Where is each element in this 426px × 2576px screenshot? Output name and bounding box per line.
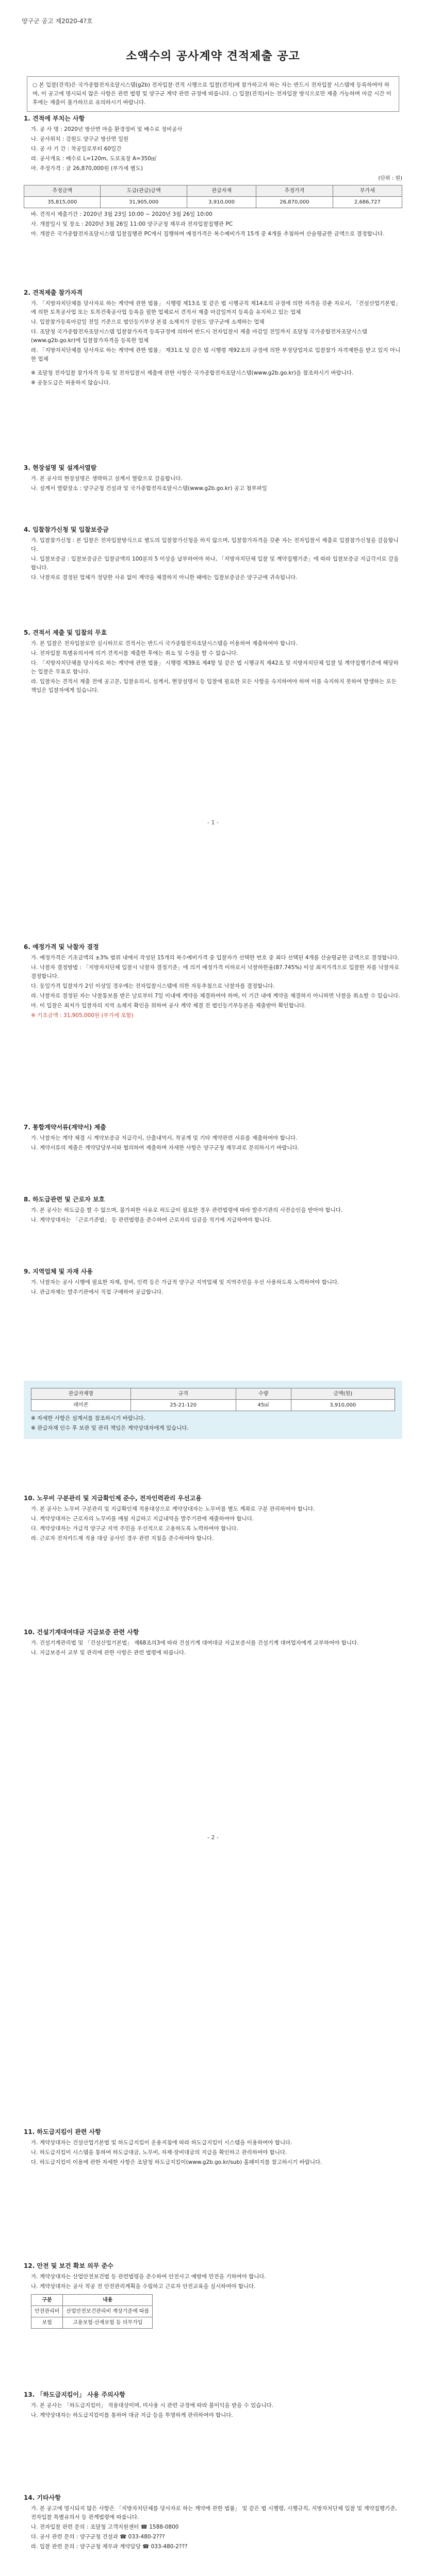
list-item: 가. 공 사 명 : 2020년 방산면 마을 환경정비 및 배수로 정비공사 (31, 126, 183, 132)
table-header: 수량 (236, 1388, 291, 1400)
list-item: 다. 동일가격 입찰자가 2인 이상일 경우에는 전자입찰시스템에 의한 자동추첨으로 낙찰자를 결정합니다. (31, 983, 275, 989)
section-3-list (24, 474, 402, 493)
list-item: 바. 견적서 제출기간 : 2020년 3월 23일 10:00 ~ 2020년 3월 26일 10:00 (31, 211, 212, 217)
table-cell: 25-21-120 (130, 1400, 236, 1411)
section-7 (24, 1123, 402, 1154)
list-item: 나. 계약상대자는 근로자의 노무비를 매월 지급하고 지급내역을 발주기관에 제출하여야 합니다. (31, 1516, 254, 1522)
list-item: 나. 낙찰자 결정방법 : 「지방자치단체 입찰시 낙찰자 결정기준」에 의거 예정가격 이하로서 낙찰하한율(87.745%) 이상 최저가격으로 입찰한 자를 낙찰자로 결정합니다. (31, 964, 400, 979)
table-cell: 안전관리비 (31, 2306, 63, 2317)
list-item: 나. 지급보증서 교부 및 관리에 관한 사항은 관련 법령에 따릅니다. (31, 1650, 186, 1656)
section-11 (24, 1628, 402, 1658)
section-12-list (24, 2139, 402, 2167)
section-11-list (24, 1639, 402, 1657)
list-item: 나. 계약상대자는 하도급지킴이를 통하여 대금 지급 등을 투명하게 관리하여야 합니다. (31, 2412, 233, 2418)
page-number: - 2 - (207, 1834, 219, 1841)
table-header: 도급(관급)금액 (101, 185, 187, 197)
table-cell: 고용보험·산재보험 등 의무가입 (63, 2317, 153, 2329)
list-item: ※ 공동도급은 허용하지 않습니다. (31, 380, 111, 386)
list-item: 가. 본 입찰은 전자입찰로만 실시하므로 견적서는 반드시 국가종합전자조달시스템을 이용하여 제출하여야 합니다. (31, 640, 298, 647)
section-10-heading: 10. 노무비 구분관리 및 지급확인제 준수, 전자인력관리 우선고용 (24, 1495, 202, 1502)
list-item: 나. 입찰보증금 : 입찰보증금은 입찰금액의 100분의 5 이상을 납부하여야 하나, 「지방자치단체 입찰 및 계약집행기준」에 따라 입찰보증금 지급각서로 갈음합니다. (31, 556, 399, 571)
section-2-notes (24, 369, 402, 387)
table-cell: 35,815,000 (24, 197, 101, 208)
list-item: 가. 낙찰자는 계약 체결 시 계약보증금 지급각서, 산출내역서, 착공계 및 기타 계약관련 서류를 제출하여야 합니다. (31, 1135, 298, 1141)
list-item: 나. 공사위치 : 강원도 양구군 방산면 일원 (31, 136, 129, 142)
section-11-heading: 10. 건설기계대여대금 지급보증 관련 사항 (24, 1629, 139, 1636)
table-row (31, 1400, 395, 1411)
list-item: 다. 공사 관련 문의 : 양구군청 건설과 ☎ 033-480-2??? (31, 2534, 165, 2540)
material-box (24, 1381, 402, 1439)
table-header: 금액(원) (291, 1388, 395, 1400)
table-row (31, 2306, 153, 2317)
estimate-table (24, 185, 402, 208)
list-item: 가. 계약상대자는 산업안전보건법 등 관련법령을 준수하여 안전사고 예방에 만전을 기하여야 합니다. (31, 2274, 266, 2280)
list-item: 라. 공사개요 : 배수로 L=120m, 도로포장 A=350㎡ (31, 156, 157, 162)
section-9-heading: 9. 지역업체 및 자재 사용 (24, 1268, 93, 1275)
section-13-list (24, 2273, 402, 2291)
list-item: 라. 입찰자는 견적서 제출 전에 공고문, 입찰유의서, 설계서, 현장설명서 등 입찰에 필요한 모든 사항을 숙지하여야 하며 이를 숙지하지 못하여 발생하는 모든 책임은 입찰자에게 있습니다. (31, 679, 397, 693)
page-title: 소액수의 공사계약 견적제출 공고 (126, 50, 300, 63)
list-item: 나. 전자입찰 특별유의서에 의거 견적서를 제출한 후에는 취소 및 수정을 할 수 없습니다. (31, 650, 238, 656)
table-cell: 3,910,000 (291, 1400, 395, 1411)
list-item: 가. 본 공고에 명시되지 않은 사항은 「지방자치단체를 당사자로 하는 계약에 관한 법률」 및 같은 법 시행령, 시행규칙, 지방자치단체 입찰 및 계약집행기준, 전자입찰 특별유의서 등 관계법령에 따릅니다. (31, 2505, 397, 2520)
section-2 (24, 289, 402, 388)
list-item: 나. 설계서 열람장소 : 양구군청 건설과 및 국가종합전자조달시스템(www.g2b.go.kr) 공고 첨부파일 (31, 485, 267, 492)
list-item: 가. 본 공사는 노무비 구분관리 및 지급확인제 적용대상으로 계약상대자는 노무비를 별도 계좌로 구분 관리하여야 합니다. (31, 1506, 315, 1512)
list-item: 나. 하도급지킴이 시스템을 통하여 하도급대금, 노무비, 자재·장비대금의 지급을 확인하고 관리하여야 합니다. (31, 2149, 287, 2156)
list-item: 마. 이 입찰은 최저가 입찰자의 지역 소재지 확인을 위하여 공사 계약 체결 전 법인등기부등본을 제출받아 확인합니다. (31, 1003, 306, 1009)
list-item: 가. 「지방자치단체를 당사자로 하는 계약에 관한 법률」 시행령 제13조 및 같은 법 시행규칙 제14조의 규정에 의한 자격을 갖춘 자로서, 「건설산업기본법」에 의한 토목공사업 또는 토목건축공사업 등록을 필한 업체로서 견적서 제출 마감일까지 등록을 유지하고 있는 업체 (31, 300, 401, 315)
list-item: 나. 계약상대자는 「근로기준법」 등 관련법령을 준수하여 근로자의 임금을 적기에 지급하여야 합니다. (31, 1217, 272, 1223)
list-item: 아. 개찰은 국가종합전자조달시스템 입찰집행관 PC에서 집행하며 예정가격은 복수예비가격 15개 중 4개를 추첨하여 산술평균한 금액으로 결정합니다. (31, 231, 385, 237)
list-item: ※ 조달청 전자입찰 참가자격 등록 및 전자입찰서 제출에 관한 사항은 국가종합전자조달시스템(www.g2b.go.kr)을 참조하시기 바랍니다. (31, 370, 354, 376)
section-2-list (24, 299, 402, 364)
table-cell: 26,870,000 (256, 197, 333, 208)
notice-number: 양구군 공고 제2020-4?호 (22, 18, 93, 25)
list-item: 다. 「지방자치단체를 당사자로 하는 계약에 관한 법률」 시행령 제39조 제4항 및 같은 법 시행규칙 제42조 및 지방자치단체 입찰 및 계약집행기준에 해당하는 입찰은 무효로 합니다. (31, 660, 399, 675)
list-item: 가. 건설기계관리법 및 「건설산업기본법」 제68조의3에 따라 건설기계 대여대금 지급보증서를 건설기계 대여업자에게 교부하여야 합니다. (31, 1640, 359, 1646)
list-item: 라. 낙찰자로 결정된 자는 낙찰통보를 받은 날로부터 7일 이내에 계약을 체결하여야 하며, 이 기간 내에 계약을 체결하지 아니하면 낙찰을 취소할 수 있습니다. (31, 993, 400, 999)
list-item: 라. 근로자 전자카드제 적용 대상 공사인 경우 관련 지침을 준수하여야 합니다. (31, 1535, 214, 1541)
table-header: 부가세 (333, 185, 402, 197)
table-header: 추정금액 (24, 185, 101, 197)
list-item: 나. 계약서류의 제출은 계약담당부서와 협의하여 제출하며 자세한 사항은 양구군청 재무과로 문의하시기 바랍니다. (31, 1145, 300, 1151)
page-number: - 1 - (207, 819, 219, 826)
list-item: 나. 관급자재는 발주기관에서 직접 구매하여 공급합니다. (31, 1289, 163, 1295)
table-caption: (단위 : 원) (378, 176, 402, 181)
list-item: 나. 계약상대자는 공사 착공 전 안전관리계획을 수립하고 근로자 안전교육을 실시하여야 합니다. (31, 2283, 256, 2290)
table-cell: 3,910,000 (187, 197, 256, 208)
list-item: 가. 입찰참가신청 : 본 입찰은 전자입찰방식으로 별도의 입찰참가신청을 하지 않으며, 입찰참가자격을 갖춘 자는 전자입찰서 제출로 입찰참가신청을 갈음합니다. (31, 537, 399, 552)
section-8-heading: 8. 하도급관련 및 근로자 보호 (24, 1196, 105, 1203)
section-3-heading: 3. 현장설명 및 설계서열람 (24, 464, 97, 471)
table-cell: 보험 (31, 2317, 63, 2329)
table-header-row (31, 1388, 395, 1400)
table-header: 관급자재명 (31, 1388, 131, 1400)
table-header-row (31, 2295, 153, 2306)
section-4-list (24, 536, 402, 582)
table-cell: 산업안전보건관리비 계상기준에 따름 (63, 2306, 153, 2317)
section-5-heading: 5. 견적서 제출 및 입찰의 무효 (24, 629, 107, 636)
list-item: 라. 입찰 관련 문의 : 양구군청 재무과 계약담당 ☎ 033-480-2??? (31, 2544, 188, 2550)
list-item: 가. 예정가격은 기초금액의 ±3% 범위 내에서 작성된 15개의 복수예비가격 중 입찰자가 선택한 번호 중 최다 선택된 4개를 산술평균한 금액으로 결정합니다. (31, 955, 400, 961)
list-item: 라. 「지방자치단체를 당사자로 하는 계약에 관한 법률」 제31조 및 같은 법 시행령 제92조의 규정에 의한 부정당업자로 입찰참가 자격제한을 받고 있지 아니한 업체 (31, 347, 401, 362)
section-2-heading: 2. 견적제출 참가자격 (24, 289, 83, 296)
section-10-list (24, 1505, 402, 1543)
section-6 (24, 943, 402, 1021)
section-6-heading: 6. 예정가격 및 낙찰자 결정 (24, 943, 99, 951)
table-cell: 2,686,727 (333, 197, 402, 208)
section-7-heading: 7. 통합계약서류(계약서) 제출 (24, 1124, 106, 1131)
section-8-list (24, 1206, 402, 1225)
table-header-row (24, 185, 402, 197)
section-14-heading: 13. 「하도급지킴이」 사용 주의사항 (24, 2391, 125, 2398)
table-cell: 31,905,000 (101, 197, 187, 208)
table-cell: 45㎥ (236, 1400, 291, 1411)
section-6-list (24, 954, 402, 1020)
section-12 (24, 2128, 402, 2168)
list-item: 사. 개찰일시 및 장소 : 2020년 3월 26일 11:00 양구군청 재무과 전자입찰집행관 PC (31, 221, 233, 227)
list-item: 나. 전자입찰 관련 문의 : 조달청 고객지원센터 ☎ 1588-0800 (31, 2524, 179, 2530)
section-7-list (24, 1134, 402, 1153)
safety-table (31, 2294, 153, 2329)
section-9 (24, 1267, 402, 1298)
section-13-heading: 12. 안전 및 보건 확보 의무 준수 (24, 2262, 113, 2269)
section-14 (24, 2391, 402, 2421)
list-item: 다. 계약상대자는 가급적 양구군 지역 주민을 우선적으로 고용하도록 노력하여야 합니다. (31, 1526, 238, 1532)
section-3 (24, 464, 402, 494)
list-item: 다. 하도급지킴이 이용에 관한 자세한 사항은 조달청 하도급지킴이(www.g2b.go.kr/sub) 홈페이지를 참고하시기 바랍니다. (31, 2159, 322, 2165)
section-1 (24, 114, 402, 240)
table-row (31, 2317, 153, 2329)
list-item: 가. 계약상대자는 건설산업기본법 및 하도급지킴이 운용지침에 따라 하도급지킴이 시스템을 이용하여야 합니다. (31, 2140, 292, 2146)
list-item: ※ 관급자재 인수 후 보관 및 관리 책임은 계약상대자에게 있습니다. (31, 1425, 189, 1431)
list-item: 다. 낙찰자로 결정된 업체가 정당한 사유 없이 계약을 체결하지 아니한 때에는 입찰보증금은 양구군에 귀속됩니다. (31, 574, 298, 581)
section-9-list (24, 1278, 402, 1297)
material-notes (31, 1414, 395, 1433)
list-item: 가. 낙찰자는 공사 시행에 필요한 자재, 장비, 인력 등은 가급적 양구군 지역업체 및 지역주민을 우선 사용하도록 노력하여야 합니다. (31, 1279, 339, 1285)
list-item: 나. 입찰참가등록마감일 전일 기준으로 법인등기부상 본점 소재지가 강원도 양구군에 소재하는 업체 (31, 319, 265, 325)
section-4 (24, 526, 402, 583)
section-1-notes (24, 210, 402, 239)
table-header: 구분 (31, 2295, 63, 2306)
section-13 (24, 2262, 402, 2329)
section-15-heading: 14. 기타사항 (24, 2494, 61, 2501)
material-table (31, 1388, 395, 1411)
list-item: 다. 공 사 기 간 : 착공일로부터 60일간 (31, 146, 122, 152)
section-15-list (24, 2504, 402, 2551)
section-14-list (24, 2401, 402, 2420)
intro-box: ○ 본 입찰(견적)은 국가종합전자조달시스템(g2b) 전자입찰·견적 시행으로 입찰(견적)에 참가하고자 하는 자는 반드시 전자입찰 시스템에 등록하여야 하며, 이 공고에 명시되지 않은 사항은 관련 법령 및 양구군 계약 관련 규정에 따릅니다. ○ 입찰(견적)서는 전자입찰 방식으로만 제출 가능하며 마감 시간 이후에는 제출이 불가하므로 유의하시기 바랍니다. (27, 76, 399, 112)
section-12-heading: 11. 하도급지킴이 관련 사항 (24, 2128, 101, 2136)
table-cell: 레미콘 (31, 1400, 131, 1411)
list-item: ※ 자세한 사항은 설계서를 참조하시기 바랍니다. (31, 1415, 145, 1421)
list-item: 다. 조달청 국가종합전자조달시스템 입찰참가자격 등록규정에 의하여 반드시 전자입찰서 제출 마감일 전일까지 조달청 국가종합전자조달시스템(www.g2b.go.kr)에 입찰참가자격을 등록한 업체 (31, 329, 367, 344)
list-item: 가. 본 공사는 하도급을 할 수 없으며, 불가피한 사유로 하도급이 필요한 경우 관련법령에 따라 발주기관의 사전승인을 받아야 합니다. (31, 1207, 343, 1213)
section-1-list (24, 125, 402, 173)
section-10 (24, 1494, 402, 1544)
section-15 (24, 2494, 402, 2552)
list-item: 가. 본 공사는 「하도급지킴이」 적용대상이며, 미사용 시 관련 규정에 따라 불이익을 받을 수 있습니다. (31, 2402, 273, 2409)
table-header: 관급자재 (187, 185, 256, 197)
section-4-heading: 4. 입찰참가신청 및 입찰보증금 (24, 526, 109, 533)
table-header: 규격 (130, 1388, 236, 1400)
list-item: 가. 본 공사의 현장설명은 생략하고 설계서 열람으로 갈음합니다. (31, 476, 183, 482)
section-8 (24, 1195, 402, 1226)
table-header: 내용 (63, 2295, 153, 2306)
table-row (24, 197, 402, 208)
section-1-heading: 1. 견적에 부치는 사항 (24, 115, 85, 122)
section-5-list (24, 639, 402, 695)
table-header: 추정가격 (256, 185, 333, 197)
highlight-note: ※ 기초금액 : 31,905,000원 (부가세 포함) (31, 1012, 134, 1019)
list-item: 마. 추정가격 : 금 26,870,000원 (부가세 별도) (31, 165, 143, 172)
section-5 (24, 629, 402, 696)
